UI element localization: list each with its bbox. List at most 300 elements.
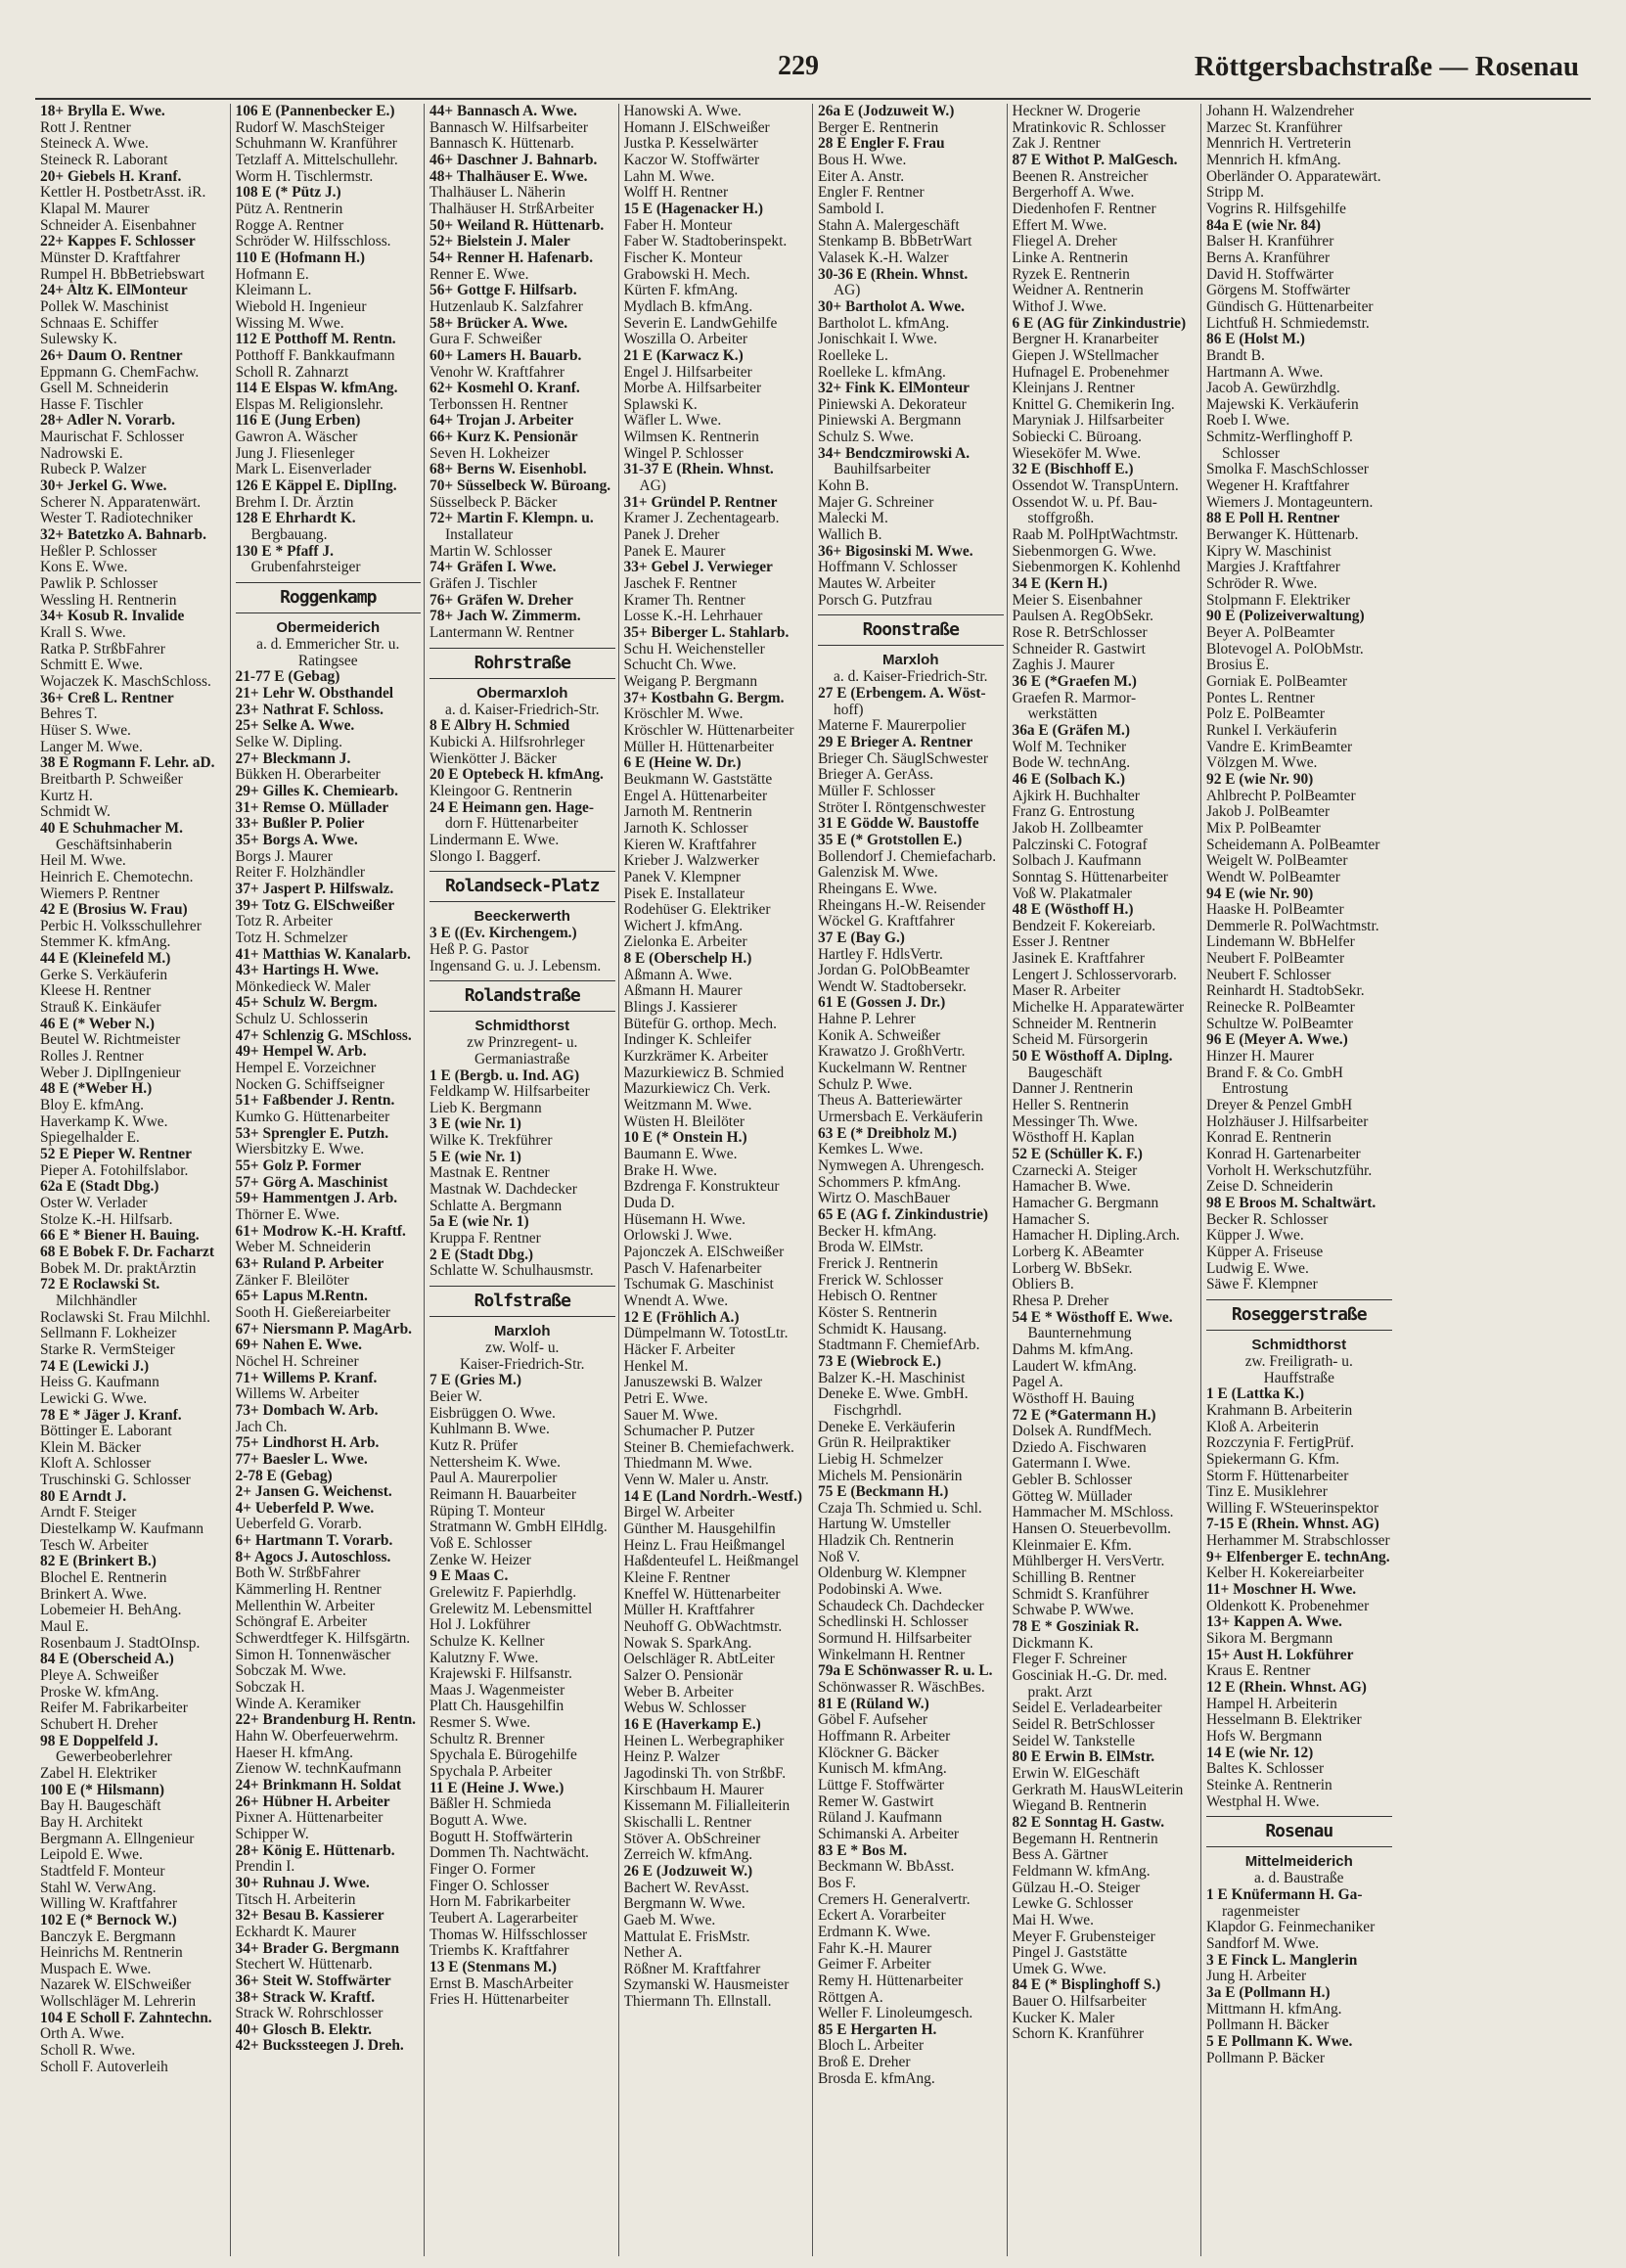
resident-entry: Kämmerling H. Rentner xyxy=(235,1582,382,1599)
house-number-entry: 26+ Hübner H. Arbeiter xyxy=(235,1793,390,1810)
resident-entry: Oster W. Verlader xyxy=(40,1195,148,1211)
resident-entry: Klapdor G. Feinmechaniker xyxy=(1206,1920,1376,1936)
resident-entry: Jakob J. PolBeamter xyxy=(1206,804,1331,821)
resident-entry: Diestelkamp W. Kaufmann xyxy=(40,1521,204,1538)
resident-entry: Borgs J. Maurer xyxy=(235,848,333,865)
resident-entry: Maas J. Wagenmeister xyxy=(429,1682,565,1699)
resident-entry: Zabel H. Elektriker xyxy=(40,1765,158,1782)
house-number-entry: 86 E (Holst M.) xyxy=(1206,332,1305,348)
street-location-note: Kaiser-Friedrich-Str. xyxy=(460,1356,585,1373)
resident-entry: Broda W. ElMstr. xyxy=(818,1240,924,1256)
directory-columns xyxy=(35,104,1589,2256)
house-number-entry: 33+ Bußler P. Polier xyxy=(235,816,365,833)
house-number-entry: 37 E (Bay G.) xyxy=(818,930,905,946)
resident-entry: Nöchel H. Schreiner xyxy=(235,1353,359,1370)
house-number-entry: 57+ Görg A. Maschinist xyxy=(235,1174,388,1191)
resident-entry: Schipper W. xyxy=(235,1826,309,1842)
resident-entry: Bütefür G. orthop. Mech. xyxy=(623,1016,777,1032)
house-number-entry: 44 E (Kleinefeld M.) xyxy=(40,951,171,968)
house-number-entry: 34+ Brader G. Bergmann xyxy=(235,1940,400,1957)
resident-entry: Vandre E. KrimBeamter xyxy=(1206,739,1353,755)
resident-entry: Lorberg K. ABeamter xyxy=(1012,1244,1144,1260)
house-number-entry: 52+ Bielstein J. Maler xyxy=(429,234,570,250)
house-number-entry: 11+ Moschner H. Wwe. xyxy=(1206,1582,1357,1599)
street-location-note: a. d. Baustraße xyxy=(1254,1871,1344,1887)
resident-entry: Tschumak G. Maschinist xyxy=(623,1277,774,1293)
resident-entry: Dziedo A. Fischwaren xyxy=(1012,1439,1147,1456)
resident-entry: Ossendot W. u. Pf. Bau- xyxy=(1012,494,1157,511)
resident-entry: Schucht Ch. Wwe. xyxy=(623,658,737,674)
resident-entry: Duda D. xyxy=(623,1195,675,1211)
resident-entry: Michels M. Pensionärin xyxy=(818,1468,963,1484)
resident-entry: Lichtfuß H. Schmiedemstr. xyxy=(1206,315,1370,332)
resident-entry: Stenkamp B. BbBetrWart xyxy=(818,234,972,250)
resident-entry: Stripp M. xyxy=(1206,185,1265,202)
resident-entry: Völzgen M. Wwe. xyxy=(1206,755,1318,772)
house-number-entry: 26a E (Jodzuweit W.) xyxy=(818,104,955,119)
resident-entry: Neuhoff G. ObWachtmstr. xyxy=(623,1619,783,1636)
resident-entry: Petri E. Wwe. xyxy=(623,1390,708,1407)
entry-continuation: werkstätten xyxy=(1027,706,1098,723)
house-number-entry: 66+ Kurz K. Pensionär xyxy=(429,430,578,446)
house-number-entry: 114 E Elspas W. kfmAng. xyxy=(235,381,398,397)
resident-entry: Tinz E. Musiklehrer xyxy=(1206,1484,1328,1501)
resident-entry: Schubert H. Dreher xyxy=(40,1716,158,1733)
house-number-entry: 36+ Steit W. Stoffwärter xyxy=(235,1973,391,1989)
house-number-entry: 16 E (Haverkamp E.) xyxy=(623,1716,761,1733)
resident-entry: Withof J. Wwe. xyxy=(1012,298,1107,315)
street-location-note: a. d. Emmericher Str. u. xyxy=(256,637,400,654)
resident-entry: Müller H. Hüttenarbeiter xyxy=(623,739,774,755)
resident-entry: Zielonka E. Arbeiter xyxy=(623,934,747,951)
house-number-entry: 36+ Creß L. Rentner xyxy=(40,690,174,706)
resident-entry: Pagel A. xyxy=(1012,1375,1063,1391)
house-number-entry: 25+ Selke A. Wwe. xyxy=(235,718,355,735)
resident-entry: Konrad H. Gartenarbeiter xyxy=(1206,1147,1361,1162)
street-location-note: zw Prinzregent- u. xyxy=(467,1035,578,1052)
house-number-entry: 40+ Glosch B. Elektr. xyxy=(235,2021,372,2038)
house-number-entry: 82 E Sonntag H. Gastw. xyxy=(1012,1814,1165,1831)
resident-entry: Pajonczek A. ElSchweißer xyxy=(623,1244,785,1260)
resident-entry: Seidel R. BetrSchlosser xyxy=(1012,1716,1155,1733)
house-number-entry: 1 E (Lattka K.) xyxy=(1206,1386,1305,1403)
street-location-note: Hauffstraße xyxy=(1263,1370,1334,1386)
resident-entry: Sikora M. Bergmann xyxy=(1206,1631,1333,1648)
resident-entry: Sormund H. Hilfsarbeiter xyxy=(818,1631,971,1648)
resident-entry: Maser R. Arbeiter xyxy=(1012,983,1121,1000)
resident-entry: Schnaas E. Schiffer xyxy=(40,315,158,332)
resident-entry: Ryzek E. Rentnerin xyxy=(1012,266,1130,283)
resident-entry: Oelschläger R. AbtLeiter xyxy=(623,1652,775,1668)
resident-entry: Panek J. Dreher xyxy=(623,527,720,544)
resident-entry: Krall S. Wwe. xyxy=(40,625,126,641)
resident-entry: Wester T. Radiotechniker xyxy=(40,511,193,527)
resident-entry: Roelleke L. kfmAng. xyxy=(818,364,946,381)
resident-entry: Lindermann E. Wwe. xyxy=(429,832,560,848)
resident-entry: Hartmann A. Wwe. xyxy=(1206,364,1324,381)
resident-entry: Willems W. Arbeiter xyxy=(235,1386,359,1403)
resident-entry: Bogutt H. Stoffwärterin xyxy=(429,1829,573,1845)
resident-entry: Dreyer & Penzel GmbH xyxy=(1206,1098,1353,1114)
resident-entry: Dickmann K. xyxy=(1012,1635,1094,1652)
house-number-entry: 30+ Ruhnau J. Wwe. xyxy=(235,1875,370,1891)
resident-entry: Schlatte W. Schulhausmstr. xyxy=(429,1263,594,1280)
resident-entry: Kramer Th. Rentner xyxy=(623,592,745,609)
resident-entry: Weller F. Linoleumgesch. xyxy=(818,2006,973,2022)
house-number-entry: 7 E (Gries M.) xyxy=(429,1373,522,1389)
resident-entry: Szymanski W. Hausmeister xyxy=(623,1977,790,1994)
house-number-entry: 36a E (Gräfen M.) xyxy=(1012,722,1131,739)
resident-entry: Splawski K. xyxy=(623,396,698,413)
resident-entry: Horn M. Fabrikarbeiter xyxy=(429,1894,571,1911)
house-number-entry: 3 E ((Ev. Kirchengem.) xyxy=(429,926,577,942)
resident-entry: Spiekermann G. Kfm. xyxy=(1206,1451,1339,1468)
resident-entry: Weitzmann M. Wwe. xyxy=(623,1098,752,1114)
house-number-entry: 36 E (*Graefen M.) xyxy=(1012,673,1137,690)
resident-entry: Schedlinski H. Schlosser xyxy=(818,1614,969,1631)
resident-entry: Jung H. Arbeiter xyxy=(1206,1969,1307,1985)
resident-entry: Wolf M. Techniker xyxy=(1012,739,1127,755)
resident-entry: Kraus E. Rentner xyxy=(1206,1663,1311,1680)
entry-continuation: Geschäftsinhaberin xyxy=(56,837,172,853)
resident-entry: Severin E. LandwGehilfe xyxy=(623,315,778,332)
house-number-entry: 38+ Strack W. Kraftf. xyxy=(235,1989,376,2006)
resident-entry: Heller S. Rentnerin xyxy=(1012,1098,1129,1114)
resident-entry: Kettler H. PostbetrAsst. iR. xyxy=(40,185,206,202)
district-heading: Marxloh xyxy=(493,1323,551,1340)
resident-entry: Vogrins R. Hilfsgehilfe xyxy=(1206,201,1346,217)
resident-entry: Wendt W. Stadtobersekr. xyxy=(818,978,967,995)
resident-entry: Schulze K. Kellner xyxy=(429,1633,545,1650)
resident-entry: Kürten F. kfmAng. xyxy=(623,283,739,299)
house-number-entry: 54 E * Wösthoff E. Wwe. xyxy=(1012,1309,1173,1326)
resident-entry: Elspas M. Religionslehr. xyxy=(235,396,384,413)
house-number-entry: 72+ Martin F. Klempn. u. xyxy=(429,511,594,527)
resident-entry: Engler F. Rentner xyxy=(818,185,925,202)
resident-entry: Sandforf M. Wwe. xyxy=(1206,1935,1320,1952)
house-number-entry: 47+ Schlenzig G. MSchloss. xyxy=(235,1027,412,1044)
resident-entry: Brake H. Wwe. xyxy=(623,1162,717,1179)
resident-entry: Brieger A. GerAss. xyxy=(818,767,933,784)
resident-entry: Rüland J. Kaufmann xyxy=(818,1810,942,1827)
resident-entry: Thiedmann M. Wwe. xyxy=(623,1456,752,1473)
resident-entry: Muspach E. Wwe. xyxy=(40,1961,152,1977)
resident-entry: Sauer M. Wwe. xyxy=(623,1407,718,1424)
resident-entry: Jasinek E. Kraftfahrer xyxy=(1012,951,1145,968)
resident-entry: Heinz L. Frau Heißmangel xyxy=(623,1537,786,1554)
resident-entry: Erwin W. ElGeschäft xyxy=(1012,1765,1140,1782)
resident-entry: Demmerle R. PolWachtmstr. xyxy=(1206,918,1379,934)
resident-entry: Hutzenlaub K. Salzfahrer xyxy=(429,298,583,315)
resident-entry: Schorn K. Kranführer xyxy=(1012,2026,1145,2043)
resident-entry: Heinen L. Werbegraphiker xyxy=(623,1733,785,1749)
resident-entry: Weber B. Arbeiter xyxy=(623,1684,734,1701)
resident-entry: Feldkamp W. Hilfsarbeiter xyxy=(429,1084,590,1101)
resident-entry: Lindemann W. BbHelfer xyxy=(1206,934,1355,951)
resident-entry: Finger O. Former xyxy=(429,1862,536,1879)
resident-entry: Bay H. Architekt xyxy=(40,1814,143,1831)
house-number-entry: 78+ Jach W. Zimmerm. xyxy=(429,609,581,625)
house-number-entry: 30+ Bartholot A. Wwe. xyxy=(818,298,965,315)
house-number-entry: 30+ Jerkel G. Wwe. xyxy=(40,478,167,495)
house-number-entry: 28+ Adler N. Vorarb. xyxy=(40,413,176,430)
resident-entry: Platt Ch. Hausgehilfin xyxy=(429,1699,565,1715)
resident-entry: Schu H. Weichensteller xyxy=(623,641,765,658)
house-number-entry: 68 E Bobek F. Dr. Facharzt xyxy=(40,1244,214,1260)
district-heading: Schmidthorst xyxy=(1251,1336,1347,1353)
resident-entry: Bergmann A. Ellngenieur xyxy=(40,1831,195,1847)
resident-entry: Bäßler H. Schmieda xyxy=(429,1796,552,1813)
resident-entry: Kramer J. Zechentagearb. xyxy=(623,511,780,527)
resident-entry: Engel A. Hüttenarbeiter xyxy=(623,788,768,804)
resident-entry: Kuckelmann W. Rentner xyxy=(818,1061,967,1077)
house-number-entry: 88 E Poll H. Rentner xyxy=(1206,511,1340,527)
resident-entry: Weber M. Schneiderin xyxy=(235,1240,372,1256)
resident-entry: Wilke K. Trekführer xyxy=(429,1133,553,1150)
resident-entry: Mittmann H. kfmAng. xyxy=(1206,2001,1342,2018)
resident-entry: Esser J. Rentner xyxy=(1012,934,1110,951)
resident-entry: Hamacher B. Wwe. xyxy=(1012,1179,1131,1196)
resident-entry: Schlatte A. Bergmann xyxy=(429,1198,563,1214)
house-number-entry: 23+ Nathrat F. Schloss. xyxy=(235,702,384,718)
resident-entry: Gosciniak H.-G. Dr. med. xyxy=(1012,1668,1168,1684)
house-number-entry: 81 E (Rüland W.) xyxy=(818,1696,929,1712)
resident-entry: Rumpel H. BbBetriebswart xyxy=(40,266,204,283)
resident-entry: Wilmsen K. Rentnerin xyxy=(623,430,759,446)
house-number-entry: 32 E (Bischhoff E.) xyxy=(1012,462,1134,478)
house-number-entry: 1 E (Bergb. u. Ind. AG) xyxy=(429,1067,580,1084)
resident-entry: Gsell M. Schneiderin xyxy=(40,381,169,397)
resident-entry: Kohn B. xyxy=(818,478,870,495)
resident-entry: Schröder R. Wwe. xyxy=(1206,576,1318,593)
resident-entry: Bannasch W. Hilfsarbeiter xyxy=(429,119,588,136)
resident-entry: Breitbarth P. Schweißer xyxy=(40,771,183,788)
house-number-entry: 49+ Hempel W. Arb. xyxy=(235,1044,367,1061)
resident-entry: Jung J. Fliesenleger xyxy=(235,445,355,462)
resident-entry: Frerick J. Rentnerin xyxy=(818,1255,938,1272)
resident-entry: Ratka P. StrßbFahrer xyxy=(40,641,165,658)
resident-entry: Skischalli L. Rentner xyxy=(623,1814,751,1831)
resident-entry: Schwerdtfeger K. Hilfsgärtn. xyxy=(235,1631,411,1648)
resident-entry: Kirschbaum H. Maurer xyxy=(623,1782,764,1798)
resident-entry: Scheid M. Fürsorgerin xyxy=(1012,1032,1149,1049)
resident-entry: Eckhardt K. Maurer xyxy=(235,1924,357,1940)
resident-entry: Köster S. Rentnerin xyxy=(818,1304,937,1321)
resident-entry: Bogutt A. Wwe. xyxy=(429,1813,527,1830)
resident-entry: Wichert J. kfmAng. xyxy=(623,918,744,934)
resident-entry: Engel J. Hilfsarbeiter xyxy=(623,364,752,381)
house-number-entry: 130 E * Pfaff J. xyxy=(235,543,334,560)
resident-entry: Sulewsky K. xyxy=(40,332,117,348)
resident-entry: Schultz R. Brenner xyxy=(429,1731,545,1747)
house-number-entry: 51+ Faßbender J. Rentn. xyxy=(235,1093,395,1110)
resident-entry: Renner E. Wwe. xyxy=(429,266,529,283)
resident-entry: Gräfen J. Tischler xyxy=(429,576,537,593)
resident-entry: Urmersbach E. Verkäuferin xyxy=(818,1110,983,1126)
resident-entry: Küpper J. Wwe. xyxy=(1206,1228,1304,1245)
resident-entry: Heinz P. Walzer xyxy=(623,1749,720,1766)
resident-entry: Kleimann L. xyxy=(235,283,312,299)
resident-entry: Rudorf W. MaschSteiger xyxy=(235,119,385,136)
resident-entry: Heß P. G. Pastor xyxy=(429,941,529,958)
resident-entry: Grelewitz F. Papierhdlg. xyxy=(429,1584,577,1601)
resident-entry: Roclawski St. Frau Milchhl. xyxy=(40,1309,210,1326)
resident-entry: Slongo I. Baggerf. xyxy=(429,848,541,865)
house-number-entry: 12 E (Rhein. Whnst. AG) xyxy=(1206,1680,1367,1697)
street-location-note: a. d. Kaiser-Friedrich-Str. xyxy=(445,702,600,718)
house-number-entry: 7-15 E (Rhein. Whnst. AG) xyxy=(1206,1517,1379,1533)
house-number-entry: 40 E Schuhmacher M. xyxy=(40,820,183,837)
resident-entry: Eppmann G. ChemFachw. xyxy=(40,364,200,381)
resident-entry: Geimer F. Arbeiter xyxy=(818,1957,931,1973)
resident-entry: Kröschler M. Wwe. xyxy=(623,706,744,723)
resident-entry: Thomas W. Hilfsschlosser xyxy=(429,1927,588,1943)
house-number-entry: 70+ Süsselbeck W. Büroang. xyxy=(429,478,611,495)
house-number-entry: 1 E Knüfermann H. Ga- xyxy=(1206,1886,1363,1903)
resident-entry: Mastnak W. Dachdecker xyxy=(429,1182,577,1199)
resident-entry: Kutz R. Prüfer xyxy=(429,1437,519,1454)
house-number-entry: 110 E (Hofmann H.) xyxy=(235,249,366,266)
house-number-entry: 128 E Ehrhardt K. xyxy=(235,511,356,527)
entry-continuation: Installateur xyxy=(445,527,514,544)
resident-entry: Heinrich E. Chemotechn. xyxy=(40,869,194,885)
resident-entry: Siebenmorgen K. Kohlenhd xyxy=(1012,560,1181,576)
resident-entry: Woszilla O. Arbeiter xyxy=(623,332,748,348)
resident-entry: Danner J. Rentnerin xyxy=(1012,1081,1134,1098)
house-number-entry: 84 E (* Bisplinghoff S.) xyxy=(1012,1977,1161,1994)
resident-entry: Kalutzny F. Wwe. xyxy=(429,1650,539,1666)
resident-entry: Tesch W. Arbeiter xyxy=(40,1537,149,1554)
resident-entry: Wösthoff H. Kaplan xyxy=(1012,1130,1135,1147)
resident-entry: Beyer A. PolBeamter xyxy=(1206,625,1335,641)
resident-entry: Wöckel G. Kraftfahrer xyxy=(818,914,955,930)
resident-entry: Mühlberger H. VersVertr. xyxy=(1012,1554,1165,1570)
resident-entry: Bloch L. Arbeiter xyxy=(818,2038,925,2055)
house-number-entry: 14 E (Land Nordrh.-Westf.) xyxy=(623,1488,803,1505)
resident-entry: Schultze W. PolBeamter xyxy=(1206,1016,1354,1032)
house-number-entry: 24+ Brinkmann H. Soldat xyxy=(235,1777,402,1793)
resident-entry: Mratinkovic R. Schlosser xyxy=(1012,119,1166,136)
resident-entry: Weber J. DiplIngenieur xyxy=(40,1065,181,1081)
house-number-entry: 44+ Bannasch A. Wwe. xyxy=(429,104,577,119)
resident-entry: Gawron A. Wäscher xyxy=(235,430,358,446)
resident-entry: Wiegand B. Rentnerin xyxy=(1012,1798,1147,1815)
house-number-entry: 73+ Dombach W. Arb. xyxy=(235,1402,379,1419)
resident-entry: Schimanski A. Arbeiter xyxy=(818,1826,960,1842)
resident-entry: Kleese H. Rentner xyxy=(40,983,152,1000)
street-heading: Roggenkamp xyxy=(236,582,422,613)
resident-entry: Jakob H. Zollbeamter xyxy=(1012,820,1144,837)
resident-entry: Nymwegen A. Uhrengesch. xyxy=(818,1158,985,1175)
resident-entry: Aßmann H. Maurer xyxy=(623,983,743,1000)
resident-entry: Losse K.-H. Lehrhauer xyxy=(623,609,763,625)
resident-entry: Röttgen A. xyxy=(818,1989,883,2006)
resident-entry: Neubert F. Schlosser xyxy=(1206,967,1332,983)
resident-entry: Lüttge F. Stoffwärter xyxy=(818,1777,944,1793)
resident-entry: Oberländer O. Apparatewärt. xyxy=(1206,168,1381,185)
resident-entry: Bzdrenga F. Konstrukteur xyxy=(623,1179,780,1196)
resident-entry: Wolff H. Rentner xyxy=(623,185,729,202)
house-number-entry: 22+ Brandenburg H. Rentn. xyxy=(235,1712,417,1729)
resident-entry: Schulz P. Wwe. xyxy=(818,1076,913,1093)
resident-entry: Lieb K. Bergmann xyxy=(429,1100,542,1116)
resident-entry: Krahmann B. Arbeiterin xyxy=(1206,1402,1353,1419)
resident-entry: Häcker F. Arbeiter xyxy=(623,1341,736,1358)
house-number-entry: 48 E (Wösthoff H.) xyxy=(1012,902,1134,919)
resident-entry: Jonischkait I. Wwe. xyxy=(818,332,937,348)
resident-entry: Michelke H. Apparatewärter xyxy=(1012,1000,1185,1017)
resident-entry: Grelewitz M. Lebensmittel xyxy=(429,1601,593,1617)
house-number-entry: 72 E Roclawski St. xyxy=(40,1277,160,1293)
house-number-entry: 92 E (wie Nr. 90) xyxy=(1206,771,1314,788)
resident-entry: Gura F. Schweißer xyxy=(429,332,542,348)
resident-entry: Balzer K.-H. Maschinist xyxy=(818,1370,966,1386)
house-number-entry: 13+ Kappen A. Wwe. xyxy=(1206,1614,1342,1631)
resident-entry: Finger O. Schlosser xyxy=(429,1878,549,1894)
resident-entry: Effert M. Wwe. xyxy=(1012,217,1107,234)
resident-entry: Cremers H. Generalvertr. xyxy=(818,1891,971,1908)
resident-entry: Schwabe P. WWwe. xyxy=(1012,1603,1135,1619)
directory-column xyxy=(812,104,1007,2256)
house-number-entry: 77+ Baesler L. Wwe. xyxy=(235,1451,368,1468)
resident-entry: Beenen R. Anstreicher xyxy=(1012,168,1149,185)
resident-entry: Bay H. Baugeschäft xyxy=(40,1798,161,1815)
resident-entry: Schumacher P. Putzer xyxy=(623,1424,755,1440)
resident-entry: Siebenmorgen G. Wwe. xyxy=(1012,543,1156,560)
resident-entry: Paulsen A. RegObSekr. xyxy=(1012,609,1153,625)
resident-entry: Hofs W. Bergmann xyxy=(1206,1729,1323,1745)
entry-continuation: prakt. Arzt xyxy=(1027,1684,1093,1701)
resident-entry: Venohr W. Kraftfahrer xyxy=(429,364,565,381)
resident-entry: Gerke S. Verkäuferin xyxy=(40,967,168,983)
resident-entry: Heiss G. Kaufmann xyxy=(40,1375,159,1391)
resident-entry: Thalhäuser L. Näherin xyxy=(429,185,565,202)
resident-entry: Brosda E. kfmAng. xyxy=(818,2070,935,2087)
house-number-entry: 8 E Albry H. Schmied xyxy=(429,718,570,735)
house-number-entry: 31-37 E (Rhein. Whnst. xyxy=(623,462,774,478)
resident-entry: Klapal M. Maurer xyxy=(40,201,150,217)
resident-entry: Klöckner G. Bäcker xyxy=(818,1745,939,1761)
resident-entry: Franz G. Entrostung xyxy=(1012,804,1135,821)
resident-entry: Sonntag S. Hüttenarbeiter xyxy=(1012,869,1168,885)
resident-entry: Valasek K.-H. Walzer xyxy=(818,249,949,266)
resident-entry: Hammacher M. MSchloss. xyxy=(1012,1505,1174,1521)
resident-entry: Kumko G. Hüttenarbeiter xyxy=(235,1110,390,1126)
house-number-entry: 32+ Batetzko A. Bahnarb. xyxy=(40,527,206,544)
resident-entry: Resmer S. Wwe. xyxy=(429,1715,531,1732)
resident-entry: Sellmann F. Lokheizer xyxy=(40,1326,177,1342)
resident-entry: Knittel G. Chemikerin Ing. xyxy=(1012,396,1175,413)
house-number-entry: 50 E Wösthoff A. Diplng. xyxy=(1012,1049,1173,1066)
house-number-entry: 72 E (*Gatermann H.) xyxy=(1012,1407,1156,1424)
house-number-entry: 2-78 E (Gebag) xyxy=(235,1468,333,1484)
resident-entry: Stöver A. ObSchreiner xyxy=(623,1831,761,1847)
house-number-entry: 46+ Daschner J. Bahnarb. xyxy=(429,152,598,168)
entry-continuation: Bauhilfsarbeiter xyxy=(834,462,931,478)
resident-entry: Wiemers J. Montageuntern. xyxy=(1206,494,1374,511)
house-number-entry: 13 E (Stenmans M.) xyxy=(429,1959,557,1975)
resident-entry: Both W. StrßbFahrer xyxy=(235,1565,361,1582)
resident-entry: Piniewski A. Dekorateur xyxy=(818,396,967,413)
house-number-entry: 48 E (*Weber H.) xyxy=(40,1081,153,1098)
directory-column xyxy=(1007,104,1201,2256)
entry-continuation: Gewerbeoberlehrer xyxy=(56,1749,172,1766)
resident-entry: Gebler B. Schlosser xyxy=(1012,1473,1133,1489)
resident-entry: Mai H. Wwe. xyxy=(1012,1912,1094,1928)
resident-entry: Kissemann M. Filialleiterin xyxy=(623,1798,790,1815)
resident-entry: Behres T. xyxy=(40,706,98,723)
resident-entry: Rosenbaum J. StadtOInsp. xyxy=(40,1635,201,1652)
